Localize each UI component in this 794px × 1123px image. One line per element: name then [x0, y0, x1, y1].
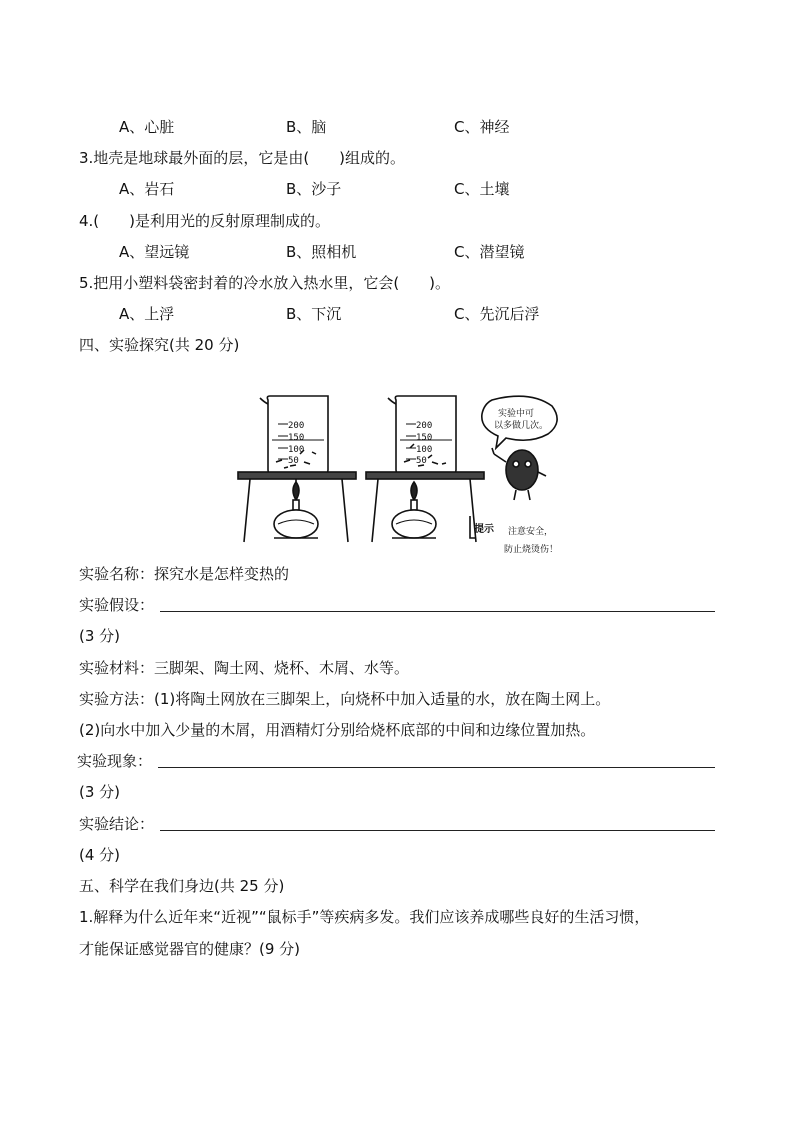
q5-option-c: C、先沉后浮 — [454, 305, 540, 323]
left-beaker-mark-200: 200 — [288, 421, 305, 431]
left-setup — [238, 396, 356, 542]
conclusion-label: 实验结论： — [79, 815, 155, 833]
q5-option-b: B、下沉 — [286, 305, 342, 323]
q3-option-c: C、土壤 — [454, 180, 510, 198]
q5-stem: 5.把用小塑料袋密封着的冷水放入热水里，它会( )。 — [79, 274, 451, 292]
q2-option-a: A、心脏 — [119, 118, 175, 136]
experiment-illustration — [230, 392, 570, 562]
q4-stem: 4.( )是利用光的反射原理制成的。 — [79, 212, 331, 230]
experiment-name: 实验名称：探究水是怎样变热的 — [79, 565, 290, 583]
q4-option-b: B、照相机 — [286, 243, 357, 261]
section5-q1-line2: 才能保证感觉器官的健康？(9 分) — [79, 940, 301, 958]
experiment-method-1: 实验方法：(1)将陶土网放在三脚架上，向烧杯中加入适量的水，放在陶土网上。 — [79, 690, 611, 708]
hypothesis-label: 实验假设： — [79, 596, 155, 614]
q5-option-a: A、上浮 — [119, 305, 175, 323]
q3-option-a: A、岩石 — [119, 180, 175, 198]
right-beaker-mark-50: 50 — [416, 456, 427, 466]
bubble-text-line1: 实验中可 — [498, 409, 535, 419]
q2-option-c: C、神经 — [454, 118, 510, 136]
conclusion-answer-line[interactable] — [160, 830, 715, 831]
right-beaker-mark-200: 200 — [416, 421, 433, 431]
q4-option-c: C、潜望镜 — [454, 243, 525, 261]
q3-option-b: B、沙子 — [286, 180, 342, 198]
section5-q1-line1: 1.解释为什么近年来“近视”“鼠标手”等疾病多发。我们应该养成哪些良好的生活习惯， — [79, 908, 650, 926]
experiment-method-2: (2)向水中加入少量的木屑，用酒精灯分别给烧杯底部的中间和边缘位置加热。 — [79, 721, 596, 739]
right-setup — [366, 396, 484, 542]
right-beaker-mark-150: 150 — [416, 433, 433, 443]
q4-option-a: A、望远镜 — [119, 243, 190, 261]
left-beaker-mark-100: 100 — [288, 445, 305, 455]
q3-stem: 3.地壳是地球最外面的层，它是由( )组成的。 — [79, 149, 406, 167]
experiment-materials: 实验材料：三脚架、陶土网、烧杯、木屑、水等。 — [79, 659, 410, 677]
right-beaker-mark-100: 100 — [416, 445, 433, 455]
left-beaker-mark-150: 150 — [288, 433, 305, 443]
hint-text-line2: 防止烧烫伤！ — [504, 545, 559, 555]
hint-text-line1: 注意安全， — [508, 527, 554, 537]
hypothesis-points: (3 分) — [79, 627, 121, 645]
q2-option-b: B、脑 — [286, 118, 327, 136]
phenomenon-points: (3 分) — [79, 783, 121, 801]
hint-label: 提示 — [474, 524, 494, 535]
section4-title: 四、实验探究(共 20 分) — [79, 336, 240, 354]
cartoon-character — [492, 448, 546, 500]
bubble-text-line2: 以多做几次。 — [494, 421, 549, 431]
section5-title: 五、科学在我们身边(共 25 分) — [79, 877, 285, 895]
hypothesis-answer-line[interactable] — [160, 611, 715, 612]
conclusion-points: (4 分) — [79, 846, 121, 864]
phenomenon-answer-line[interactable] — [158, 767, 715, 768]
phenomenon-label: 实验现象： — [77, 752, 153, 770]
left-beaker-mark-50: 50 — [288, 456, 299, 466]
